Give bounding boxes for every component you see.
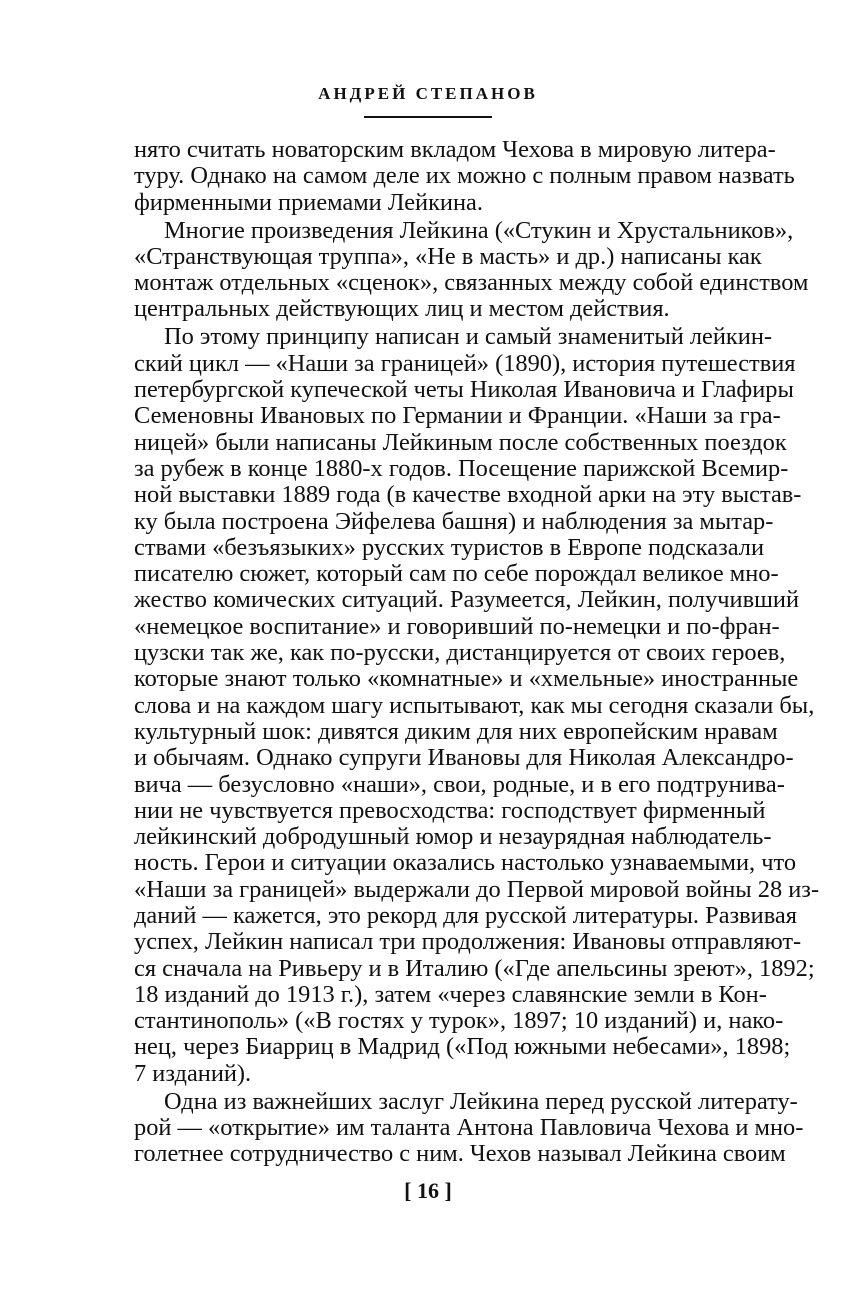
text-line: лейкинский добродушный юмор и незаурядная наблюдатель- xyxy=(134,823,772,851)
text-line: центральных действующих лиц и местом действия. xyxy=(134,295,670,323)
text-line: ной выставки 1889 года (в качестве входной арки на эту выстав- xyxy=(134,481,802,509)
text-line: стантинополь» («В гостях у турок», 1897; 10 изданий) и, нако- xyxy=(134,1007,784,1035)
text-line: монтаж отдельных «сценок», связанных между собой единством xyxy=(134,269,809,297)
text-line: ся сначала на Ривьеру и в Италию («Где апельсины зреют», 1892; xyxy=(134,954,815,982)
text-line: даний — кажется, это рекорд для русской литературы. Развивая xyxy=(134,901,797,929)
text-line: нято считать новаторским вкладом Чехова в мировую литера- xyxy=(134,136,776,163)
text-line: Семеновны Ивановых по Германии и Франции. «Наши за гра- xyxy=(134,402,781,430)
text-line: вича — безусловно «наши», свои, родные, и в его подтрунива- xyxy=(134,770,785,798)
text-line: 7 изданий). xyxy=(134,1059,252,1087)
text-line: культурный шок: дивятся диким для них европейским нравам xyxy=(134,717,778,745)
text-line: успех, Лейкин написал три продолжения: Ивановы отправляют- xyxy=(134,928,802,956)
text-line: ский цикл — «Наши за границей» (1890), история путешествия xyxy=(134,349,796,377)
text-line: ницей» были написаны Лейкиным после собственных поездок xyxy=(134,428,787,456)
text-line: и обычаям. Однако супруги Ивановы для Николая Александро- xyxy=(134,744,794,772)
page-number: [ 16 ] xyxy=(404,1178,452,1203)
text-line: «Странствующая труппа», «Не в масть» и др.) написаны как xyxy=(134,242,762,270)
text-line: нец, через Биарриц в Мадрид («Под южными небесами», 1898; xyxy=(134,1033,791,1061)
header-rule xyxy=(364,116,492,118)
text-line: писателю сюжет, который сам по себе порождал великое мно- xyxy=(134,560,779,588)
text-line: жество комических ситуаций. Разумеется, Лейкин, получивший xyxy=(134,586,800,614)
text-line: цузски так же, как по-русски, дистанцируется от своих героев, xyxy=(134,639,786,667)
text-line: Многие произведения Лейкина («Стукин и Хрустальников», xyxy=(164,216,794,244)
text-line: «Наши за границей» выдержали до Первой мировой войны 28 из- xyxy=(134,875,820,903)
text-line: ку была построена Эйфелева башня) и наблюдения за мытар- xyxy=(134,507,774,535)
running-header: АНДРЕЙ СТЕПАНОВ xyxy=(318,84,538,103)
text-line: По этому принципу написан и самый знаменитый лейкин- xyxy=(164,323,773,351)
text-line: фирменными приемами Лейкина. xyxy=(134,188,483,216)
text-line: Одна из важнейших заслуг Лейкина перед русской литерату- xyxy=(164,1087,798,1115)
text-line: ность. Герои и ситуации оказались настолько узнаваемыми, что xyxy=(134,849,797,877)
text-line: нии не чувствуется превосходства: господствует фирменный xyxy=(134,796,766,824)
text-line: рой — «открытие» им таланта Антона Павловича Чехова и мно- xyxy=(134,1114,804,1142)
text-line: ствами «безъязыких» русских туристов в Европе подсказали xyxy=(134,533,765,561)
text-line: слова и на каждом шагу испытывают, как мы сегодня сказали бы, xyxy=(134,691,815,719)
text-line: петербургской купеческой четы Николая Ивановича и Глафиры xyxy=(134,376,794,404)
text-line: которые знают только «комнатные» и «хмельные» иностранные xyxy=(134,665,799,693)
text-line: туру. Однако на самом деле их можно с полным правом назвать xyxy=(134,162,795,190)
text-line: 18 изданий до 1913 г.), затем «через славянские земли в Кон- xyxy=(134,980,767,1008)
body-text xyxy=(134,136,820,1168)
text-line: голетнее сотрудничество с ним. Чехов называл Лейкина своим xyxy=(134,1140,786,1168)
text-line: «немецкое воспитание» и говоривший по-немецки и по-фран- xyxy=(134,612,780,640)
text-line: за рубеж в конце 1880-х годов. Посещение парижской Всемир- xyxy=(134,454,789,482)
